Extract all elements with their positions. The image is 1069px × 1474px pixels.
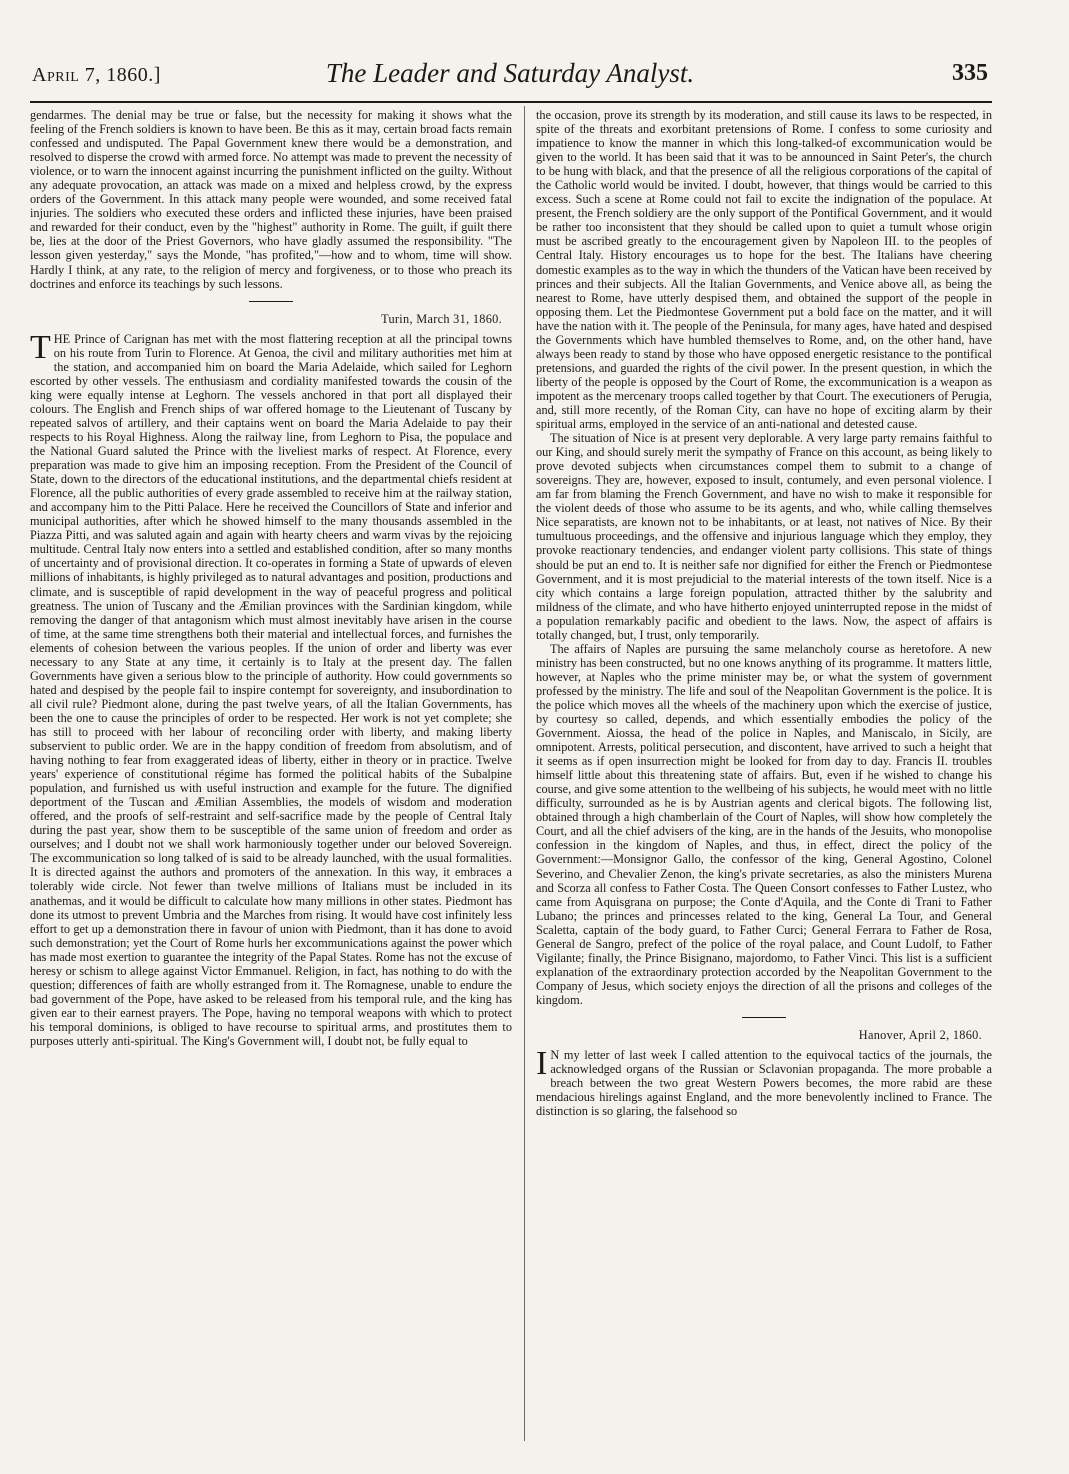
paragraph-text: N my letter of last week I called attention to the equivocal tactics of the journals, the acknowledged organs of the Russian or Sclavonian propaganda. The more probable a breach between the two great Western Powers becomes, the more rabid are these mendacious hirelings against England, and the more benevolently inclined to France. The distinction is so glaring, the falsehood so bbox=[536, 1048, 992, 1119]
column-divider bbox=[524, 106, 525, 1441]
drop-cap: T bbox=[30, 328, 51, 366]
section-separator bbox=[742, 1017, 786, 1018]
right-column bbox=[536, 108, 992, 1118]
issue-date: April 7, 1860.] bbox=[32, 64, 161, 86]
article-paragraph: the occasion, prove its strength by its moderation, and still cause its laws to be respected, in spite of the threats and exorbitant pretensions of Rome. I confess to some curiosity and impatience to know the manner in which this long-talked-of excommunication would be given to the world. It has been said that it was to be announced in Saint Peter's, the church to be hung with black, and that the presence of all the religious corporations of the capital of the Catholic world would be invited. I doubt, however, that things would be carried to this excess. Such a scene at Rome could not fail to excite the indignation of the populace. At present, the French soldiery are the only support of the Pontifical Government, and it would be rather too inconsistent that they should be called upon to quiet a tumult whose origin must be ascribed greatly to the encouragement given by Napoleon III. to the peoples of Central Italy. History encourages us to hope for the best. The Italians have cheering domestic examples as to the way in which the thunders of the Vatican have been received by princes and their subjects. All the Italian Governments, and Venice above all, as being the nearest to Rome, have utterly despised them, and obtained the support of the people in opposing them. Let the Piedmontese Government put a bold face on the matter, and it will have the nation with it. The people of the Peninsula, for many ages, have hated and despised the Governments which have humbled themselves to Rome, and, on the other hand, have always been ready to stand by those who have opposed energetic resistance to the pontifical pretensions, and guarded the rights of the civil power. In the present question, in which the liberty of the people is opposed by the Court of Rome, the excommunication is a weapon as impotent as the mercenary troops called together by that Court. The executioners of Perugia, and, still more recently, of the Roman City, can have no hope of exciting alarm by their spiritual arms, employed in the service of an anti-national and detested cause. bbox=[536, 108, 992, 432]
page-header bbox=[30, 58, 990, 98]
article-paragraph: gendarmes. The denial may be true or false, but the necessity for making it shows what the feeling of the French soldiers is known to have been. Be this as it may, certain broad facts remain confessed and undisputed. The Papal Government knew there would be a demonstration, and resolved to disperse the crowd with armed force. No attempt was made to prevent the necessity of violence, or to warn the innocent against incurring the punishment inflicted on the guilty. Without any adequate provocation, an attack was made on a mixed and helpless crowd, by the express orders of the Government. In this attack many people were wounded, and some received fatal injuries. The soldiers who executed these orders and inflicted these injuries, have been praised and rewarded for their conduct, even by the "highest" authority in Rome. The guilt, if guilt there be, lies at the door of the Priest Governors, who have gladly assumed the responsibility. "The lesson given yesterday," says the Monde, "has profited,"—how and to whom, time will show. Hardly I think, at any rate, to the religion of mercy and forgiveness, or to those who preach its doctrines and enforce its teachings by such lessons. bbox=[30, 108, 512, 291]
page-number: 335 bbox=[952, 60, 988, 86]
header-rule bbox=[30, 101, 992, 103]
dateline-turin: Turin, March 31, 1860. bbox=[381, 311, 502, 326]
article-paragraph: The affairs of Naples are pursuing the same melancholy course as heretofore. A new ministry has been constructed, but no one knows anything of its programme. It matters little, however, at Naples who the prime minister may be, or what the system of government professed by the ministry. The life and soul of the Neapolitan Government is the police. It is the police which moves all the wheels of the machinery upon which the exercise of justice, by courtesy so called, depends, and which essentially embodies the policy of the Government. Aiossa, the head of the police in Naples, and Maniscalo, in Sicily, are omnipotent. Arrests, political persecution, and discontent, have arrived to such a height that it seems as if open insurrection might be looked for from day to day. Francis II. troubles himself little about this threatening state of affairs. But, even if he wished to change his course, and give some attention to the wellbeing of his subjects, he would meet with no little difficulty, surrounded as he is by Austrian agents and clerical bigots. The following list, obtained through a high chamberlain of the Court of Naples, will show how completely the Court, and all the chief advisers of the king, are in the hands of the Jesuits, who monopolise confession in the kingdom of Naples, and thus, in effect, direct the policy of the Government:—Monsignor Gallo, the confessor of the king, General Agostino, Colonel Severino, and Chevalier Zenon, the king's private secretaries, as also the ministers Murena and Scorza all confess to Father Costa. The Queen Consort confesses to Father Lustez, who came from Aquisgrana on purpose; the Conte d'Aquila, and the Conte di Trani to Father Lubano; the princes and princesses related to the king, General La Tour, and General Scaletta, captain of the body guard, to Father Curci; General Ferrara to Father de Rosa, General de Sangro, prefect of the police of the royal palace, and Count Ludolf, to Father Vigilante; finally, the Prince Bisignano, majordomo, to Father Vinci. This list is a sufficient explanation of the extraordinary protection accorded by the Neapolitan Government to the Company of Jesus, which society enjoys the direction of all the prisons and colleges of the kingdom. bbox=[536, 641, 992, 1007]
section-separator bbox=[249, 301, 293, 302]
article-paragraph: The situation of Nice is at present very deplorable. A very large party remains faithful to our King, and should surely merit the sympathy of France on this account, as being likely to prove devoted subjects when circumstances compel them to submit to a change of sovereigns. They are, however, exposed to insult, contumely, and even personal violence. I am far from blaming the French Government, and have no wish to make it responsible for the violent deeds of those who assume to be its agents, and who, while calling themselves Nice separatists, are known not to be inhabitants, or at least, not natives of Nice. By their tumultuous proceedings, and the offensive and injurious language which they employ, they provoke reactionary tendencies, and endanger violent party collisions. This state of things should be put an end to. It is neither safe nor dignified for either the French or Piedmontese Government, and it is most prejudicial to the material interests of the town itself. Nice is a city which contains a large foreign population, attracted thither by the salubrity and mildness of the climate, and who have hitherto enjoyed uninterrupted repose in the midst of a population remarkably pacific and obedient to the laws. Now, the aspect of affairs is totally changed, but, I trust, only temporarily. bbox=[536, 431, 992, 642]
article-paragraph bbox=[536, 1045, 992, 1119]
article-paragraph bbox=[30, 328, 512, 1048]
paragraph-text: HE Prince of Carignan has met with the most flattering reception at all the principal towns on his route from Turin to Florence. At Genoa, the civil and military authorities met him at the station, and accompanied him on board the Maria Adelaide, which sailed for Leghorn escorted by other vessels. The enthusiasm and cordiality manifested towards the cousin of the king were equally intense at Leghorn. The vessels anchored in that port all displayed their colours. The English and French ships of war offered homage to the Lieutenant of Tuscany by repeated salvos of artillery, and their captains went on board the Maria Adelaide to pay their respects to his Royal Highness. Along the railway line, from Leghorn to Pisa, the populace and the National Guard saluted the Prince with the liveliest marks of respect. At Florence, every preparation was made to give him an imposing reception. From the President of the Council of State, down to the directors of the educational institutions, and the departmental chiefs resident at Florence, all the public authorities of every grade assembled to receive him at the railway station, and accompany him to the Pitti Palace. Here he received the Councillors of State and inferior and municipal authorities, after which he showed himself to the many thousands assembled in the Piazza Pitti, and was saluted again and again with hearty cheers and warm vivas by the rejoicing multitude. Central Italy now enters into a settled and established condition, after so many months of uncertainty and of provisional direction. It co-operates in forming a State of upwards of eleven millions of inhabitants, is highly privileged as to natural advantages and position, productions and climate, and is susceptible of rapid development in the way of peaceful progress and political greatness. The union of Tuscany and the Æmilian provinces with the Sardinian kingdom, while removing the danger of that antagonism which must almost inevitably have arisen in the course of time, at the same time strengthens both their material and intellectual forces, and furnishes the elements of cohesion between the various peoples. If the union of order and liberty was ever necessary to any State at any time, it certainly is to Italy at the present day. The fallen Governments have given a serious blow to the principle of authority. How could governments so hated and despised by the people fail to inspire contempt for sovereignty, and insubordination to all civil rule? Piedmont alone, during the past twelve years, of all the Italian Governments, has been the one to cause the principles of order to be respected. Her work is not yet complete; she has still to proceed with her labour of reconciling order with liberty, and making liberty subservient to public order. We are in the happy condition of freedom from absolutism, and of having nothing to fear from exaggerated ideas of liberty, either in theory or in practice. Twelve years' experience of constitutional régime has formed the political habits of the Subalpine population, and furnished us with useful instruction and example for the future. The dignified deportment of the Tuscan and Æmilian Assemblies, the models of wisdom and moderation offered, and the proofs of self-restraint and self-sacrifice made by the people of Central Italy during the past year, show them to be susceptible of the same union of freedom and order as ourselves; and I doubt not we shall work harmoniously together under our beloved Sovereign. The excommunication so long talked of is said to be already launched, with the usual formalities. It is directed against the authors and promoters of the annexation. In this way, it embraces a tolerably wide circle. Not fewer than twelve millions of Italians must be included in its anathemas, and it would be difficult to calculate how many millions in other states. Piedmont has done its utmost to prevent Umbria and the Marches from rising. It would have cost infinitely less effort to get up a demonstration there in favour of union with Piedmont, than it has done to avoid such demonstration; yet the Court of Rome hurls her excommunications against the power which has made most exertion to guarantee the integrity of the Papal States. Rome has not the excuse of heresy or schism to allege against Victor Emmanuel. Religion, in fact, has nothing to do with the question; differences of faith are wholly estranged from it. The Romagnese, unable to endure the bad government of the Pope, have asked to be released from his temporal rule, and the king has given ear to their earnest prayers. The Pope, having no temporal weapons with which to protect his temporal dominions, is obliged to have recourse to spiritual arms, and prostitutes them to purposes utterly anti-spiritual. The King's Government will, I doubt not, be fully equal to bbox=[30, 331, 512, 1048]
left-column bbox=[30, 108, 512, 1048]
publication-title: The Leader and Saturday Analyst. bbox=[325, 58, 695, 88]
dateline-hanover: Hanover, April 2, 1860. bbox=[858, 1028, 982, 1042]
drop-cap: I bbox=[536, 1045, 548, 1083]
